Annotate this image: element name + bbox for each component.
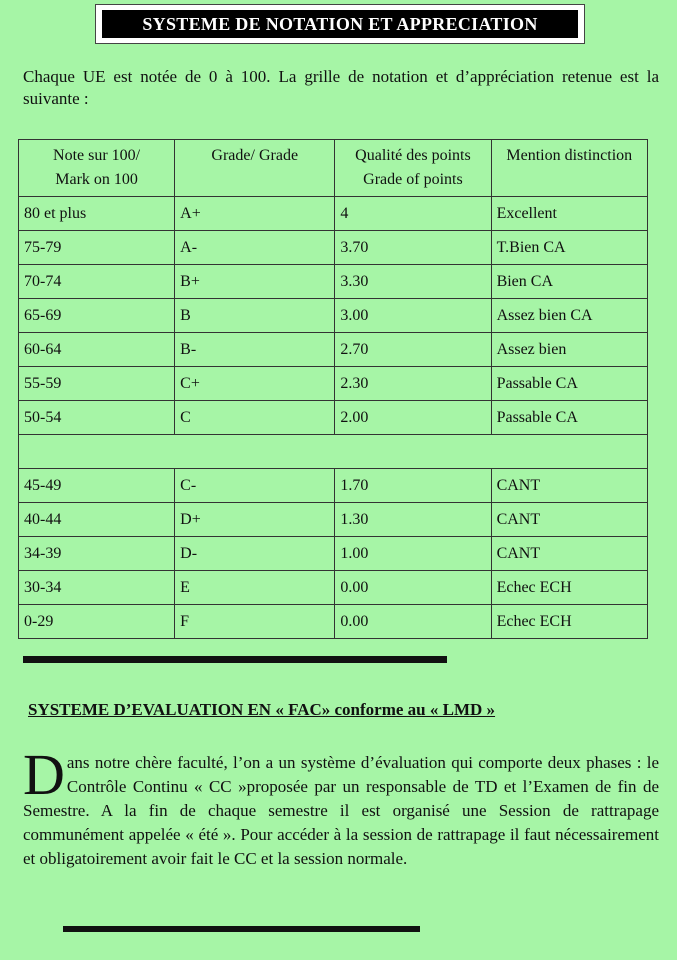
evaluation-text: ans notre chère faculté, l’on a un système d’évaluation qui comporte deux phases : le Contrôle Continu « CC »proposée par un responsable de TD et l’Examen de fin de Semestre. A la fin de chaque semestre il est organisé une Session de rattrapage communément appelée « été ». Pour accéder à la session de rattrapage il faut nécessairement et obligatoirement avoir fait le CC et la session normale.: [23, 753, 659, 868]
header-points-line2: Grade of points: [363, 171, 463, 188]
cell-points: 1.70: [335, 469, 491, 503]
cell-grade: F: [175, 605, 335, 639]
cell-mention: Bien CA: [491, 265, 647, 299]
page-title: SYSTEME DE NOTATION ET APPRECIATION: [102, 10, 578, 38]
table-row: [19, 197, 648, 231]
cell-note: 70-74: [19, 265, 175, 299]
cell-mention: CANT: [491, 469, 647, 503]
cell-mention: Excellent: [491, 197, 647, 231]
header-points: [335, 140, 491, 197]
cell-points: 1.00: [335, 537, 491, 571]
cell-points: 3.00: [335, 299, 491, 333]
table-row: [19, 537, 648, 571]
cell-points: 2.70: [335, 333, 491, 367]
cell-grade: B-: [175, 333, 335, 367]
cell-grade: D+: [175, 503, 335, 537]
table-row: [19, 367, 648, 401]
cell-points: 4: [335, 197, 491, 231]
cell-grade: A-: [175, 231, 335, 265]
header-note-line2: Mark on 100: [55, 171, 138, 188]
header-mention: [491, 140, 647, 197]
cell-note: 0-29: [19, 605, 175, 639]
cell-note: 45-49: [19, 469, 175, 503]
cell-grade: A+: [175, 197, 335, 231]
header-grade: [175, 140, 335, 197]
cell-note: 50-54: [19, 401, 175, 435]
divider-bar: [23, 656, 447, 663]
cell-mention: T.Bien CA: [491, 231, 647, 265]
cell-grade: B+: [175, 265, 335, 299]
cell-points: 3.30: [335, 265, 491, 299]
table-row: [19, 469, 648, 503]
header-mention-label: Mention distinction: [506, 147, 633, 164]
table-row: [19, 401, 648, 435]
drop-cap: D: [23, 742, 65, 807]
header-note: [19, 140, 175, 197]
table-row: [19, 299, 648, 333]
intro-paragraph: Chaque UE est notée de 0 à 100. La grille de notation et d’appréciation retenue est la suivante :: [23, 67, 659, 108]
cell-grade: E: [175, 571, 335, 605]
cell-mention: Passable CA: [491, 367, 647, 401]
cell-points: 2.00: [335, 401, 491, 435]
bottom-divider-bar: [63, 926, 420, 932]
cell-points: 0.00: [335, 605, 491, 639]
header-grade-label: Grade/ Grade: [211, 147, 299, 164]
cell-note: 65-69: [19, 299, 175, 333]
table-row: [19, 231, 648, 265]
cell-grade: D-: [175, 537, 335, 571]
cell-mention: CANT: [491, 537, 647, 571]
cell-note: 30-34: [19, 571, 175, 605]
header-note-line1: Note sur 100/: [53, 147, 141, 164]
grading-table: [18, 139, 648, 639]
table-row: [19, 333, 648, 367]
cell-mention: Echec ECH: [491, 605, 647, 639]
header-points-line1: Qualité des points: [355, 147, 471, 164]
table-row: [19, 265, 648, 299]
table-row: [19, 503, 648, 537]
table-row: [19, 571, 648, 605]
evaluation-paragraph: [23, 742, 659, 871]
cell-grade: C: [175, 401, 335, 435]
cell-mention: Echec ECH: [491, 571, 647, 605]
cell-points: 1.30: [335, 503, 491, 537]
cell-points: 2.30: [335, 367, 491, 401]
cell-note: 55-59: [19, 367, 175, 401]
cell-mention: Assez bien CA: [491, 299, 647, 333]
cell-points: 0.00: [335, 571, 491, 605]
table-spacer-row: [19, 435, 648, 469]
cell-mention: Assez bien: [491, 333, 647, 367]
cell-note: 80 et plus: [19, 197, 175, 231]
cell-mention: Passable CA: [491, 401, 647, 435]
cell-note: 75-79: [19, 231, 175, 265]
cell-note: 34-39: [19, 537, 175, 571]
table-header-row: [19, 140, 648, 197]
cell-points: 3.70: [335, 231, 491, 265]
section-heading: SYSTEME D’EVALUATION EN « FAC» conforme au « LMD »: [28, 700, 496, 719]
cell-grade: C+: [175, 367, 335, 401]
table-row: [19, 605, 648, 639]
spacer-cell: [19, 435, 648, 469]
cell-grade: B: [175, 299, 335, 333]
cell-grade: C-: [175, 469, 335, 503]
cell-note: 40-44: [19, 503, 175, 537]
cell-mention: CANT: [491, 503, 647, 537]
title-frame: [95, 4, 585, 44]
cell-note: 60-64: [19, 333, 175, 367]
